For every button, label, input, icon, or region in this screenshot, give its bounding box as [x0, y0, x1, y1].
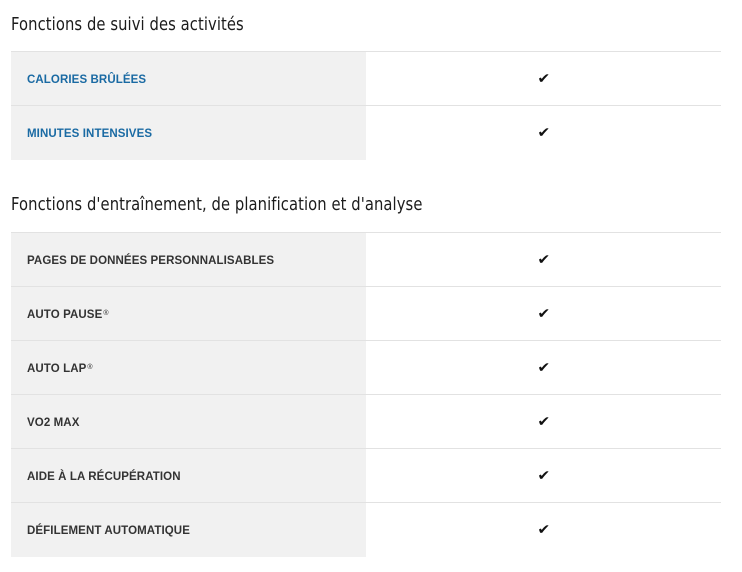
feature-label-cell: [11, 395, 366, 449]
table-row: [11, 233, 721, 287]
feature-label-auto-pause: AUTO PAUSE: [27, 308, 103, 321]
checkmark-icon: ✔: [537, 70, 550, 87]
training-analysis-table: [11, 232, 721, 557]
feature-label-auto-scroll: DÉFILEMENT AUTOMATIQUE: [27, 524, 190, 537]
activity-tracking-section: [11, 12, 721, 160]
feature-label-cell: [11, 52, 366, 106]
feature-value-cell: [366, 395, 721, 449]
table-row: [11, 106, 721, 160]
table-row: [11, 52, 721, 106]
feature-label-cell: [11, 106, 366, 160]
feature-value-cell: [366, 106, 721, 160]
checkmark-icon: ✔: [537, 467, 550, 484]
checkmark-icon: ✔: [537, 251, 550, 268]
registered-mark: ®: [103, 309, 109, 317]
feature-value-cell: [366, 449, 721, 503]
activity-tracking-table: [11, 51, 721, 160]
feature-label-cell: [11, 503, 366, 557]
table-row: [11, 287, 721, 341]
checkmark-icon: ✔: [537, 124, 550, 141]
training-analysis-section: [11, 192, 721, 557]
section-title: Fonctions de suivi des activités: [11, 14, 244, 35]
registered-mark: ®: [87, 363, 93, 371]
feature-link-calories-burned[interactable]: CALORIES BRÛLÉES: [27, 73, 147, 86]
table-row: [11, 503, 721, 557]
feature-link-intensity-minutes[interactable]: MINUTES INTENSIVES: [27, 127, 153, 140]
feature-label-cell: [11, 449, 366, 503]
checkmark-icon: ✔: [537, 521, 550, 538]
table-row: [11, 395, 721, 449]
feature-label-cell: [11, 233, 366, 287]
table-row: [11, 449, 721, 503]
table-row: [11, 341, 721, 395]
feature-label-cell: [11, 341, 366, 395]
feature-value-cell: [366, 341, 721, 395]
feature-label-cell: [11, 287, 366, 341]
feature-value-cell: [366, 233, 721, 287]
feature-value-cell: [366, 503, 721, 557]
section-title: Fonctions d'entraînement, de planification et d'analyse: [11, 194, 423, 215]
feature-label-auto-lap: AUTO LAP: [27, 362, 87, 375]
checkmark-icon: ✔: [537, 305, 550, 322]
feature-label-vo2-max: VO2 MAX: [27, 416, 80, 429]
checkmark-icon: ✔: [537, 359, 550, 376]
checkmark-icon: ✔: [537, 413, 550, 430]
feature-value-cell: [366, 287, 721, 341]
feature-value-cell: [366, 52, 721, 106]
feature-label-recovery-advisor: AIDE À LA RÉCUPÉRATION: [27, 470, 181, 483]
feature-label-custom-data-pages: PAGES DE DONNÉES PERSONNALISABLES: [27, 254, 275, 267]
